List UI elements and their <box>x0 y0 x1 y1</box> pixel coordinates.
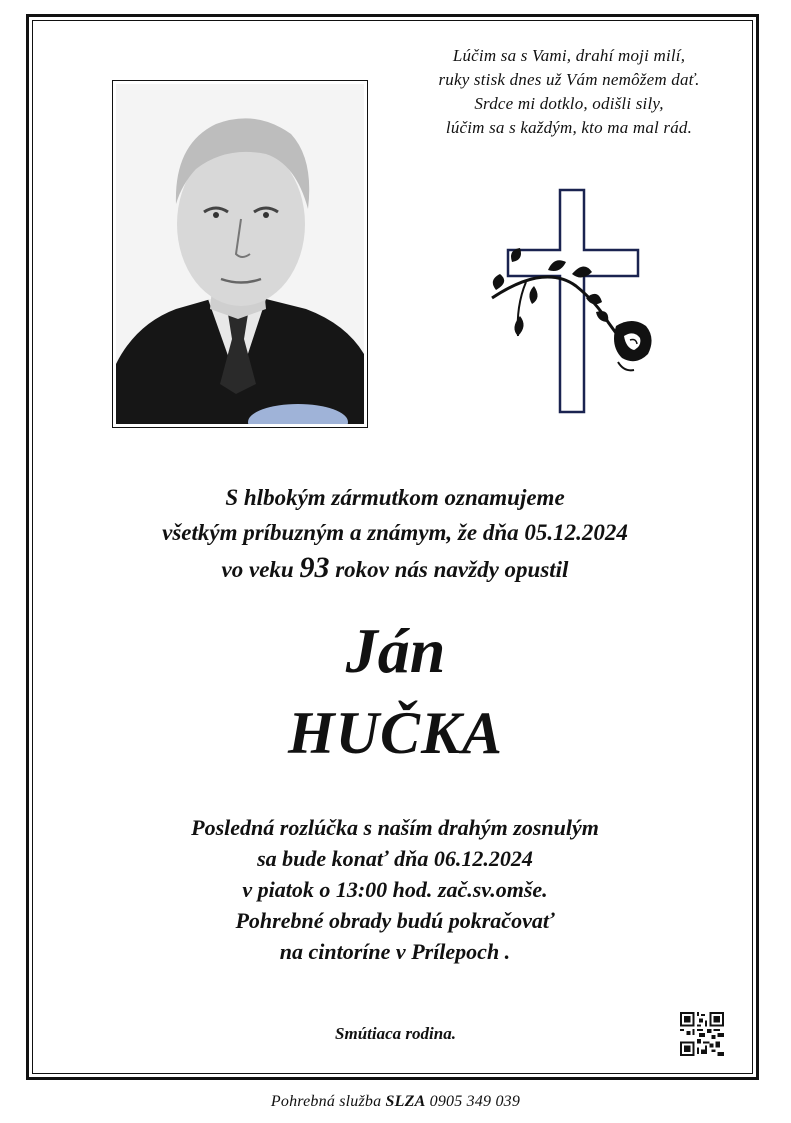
announcement-age: 93 <box>299 551 330 584</box>
announcement-line-1: S hlbokým zármutkom oznamujeme <box>225 485 565 510</box>
farewell-details <box>60 812 730 967</box>
poem <box>395 44 743 140</box>
announcement-age-suffix: rokov nás navždy opustil <box>335 557 569 582</box>
funeral-service-footer <box>0 1093 791 1111</box>
farewell-line: v piatok o 13:00 hod. zač.sv.omše. <box>242 877 548 902</box>
qr-code-icon[interactable] <box>680 1012 724 1056</box>
portrait-photo <box>112 80 368 428</box>
announcement-line-2: všetkým príbuzným a známym, že dňa 05.12.2024 <box>162 520 628 545</box>
portrait-image <box>116 84 364 424</box>
poem-line: Srdce mi dotklo, odišli sily, <box>474 94 664 113</box>
farewell-line: sa bude konať dňa 06.12.2024 <box>257 846 533 871</box>
deceased-first-name: Ján <box>345 615 446 686</box>
family-signature: Smútiaca rodina. <box>335 1024 456 1043</box>
farewell-line: na cintoríne v Prílepoch . <box>279 939 511 964</box>
footer-phone: 0905 349 039 <box>429 1093 521 1110</box>
poem-line: Lúčim sa s Vami, drahí moji milí, <box>452 46 686 65</box>
announcement <box>60 480 730 587</box>
announcement-line-3 <box>60 550 730 587</box>
poem-line: ruky stisk dnes už Vám nemôžem dať. <box>438 70 700 89</box>
farewell-line: Pohrebné obrady budú pokračovať <box>235 908 555 933</box>
farewell-line: Posledná rozlúčka s naším drahým zosnulým <box>191 815 599 840</box>
deceased-last-name: HUČKA <box>287 700 504 766</box>
footer-company: SLZA <box>385 1093 426 1110</box>
footer-prefix: Pohrebná služba <box>270 1093 382 1110</box>
announcement-age-prefix: vo veku <box>221 557 294 582</box>
poem-line: lúčim sa s každým, kto ma mal rád. <box>445 118 693 137</box>
cross-with-rose-icon <box>486 186 658 418</box>
